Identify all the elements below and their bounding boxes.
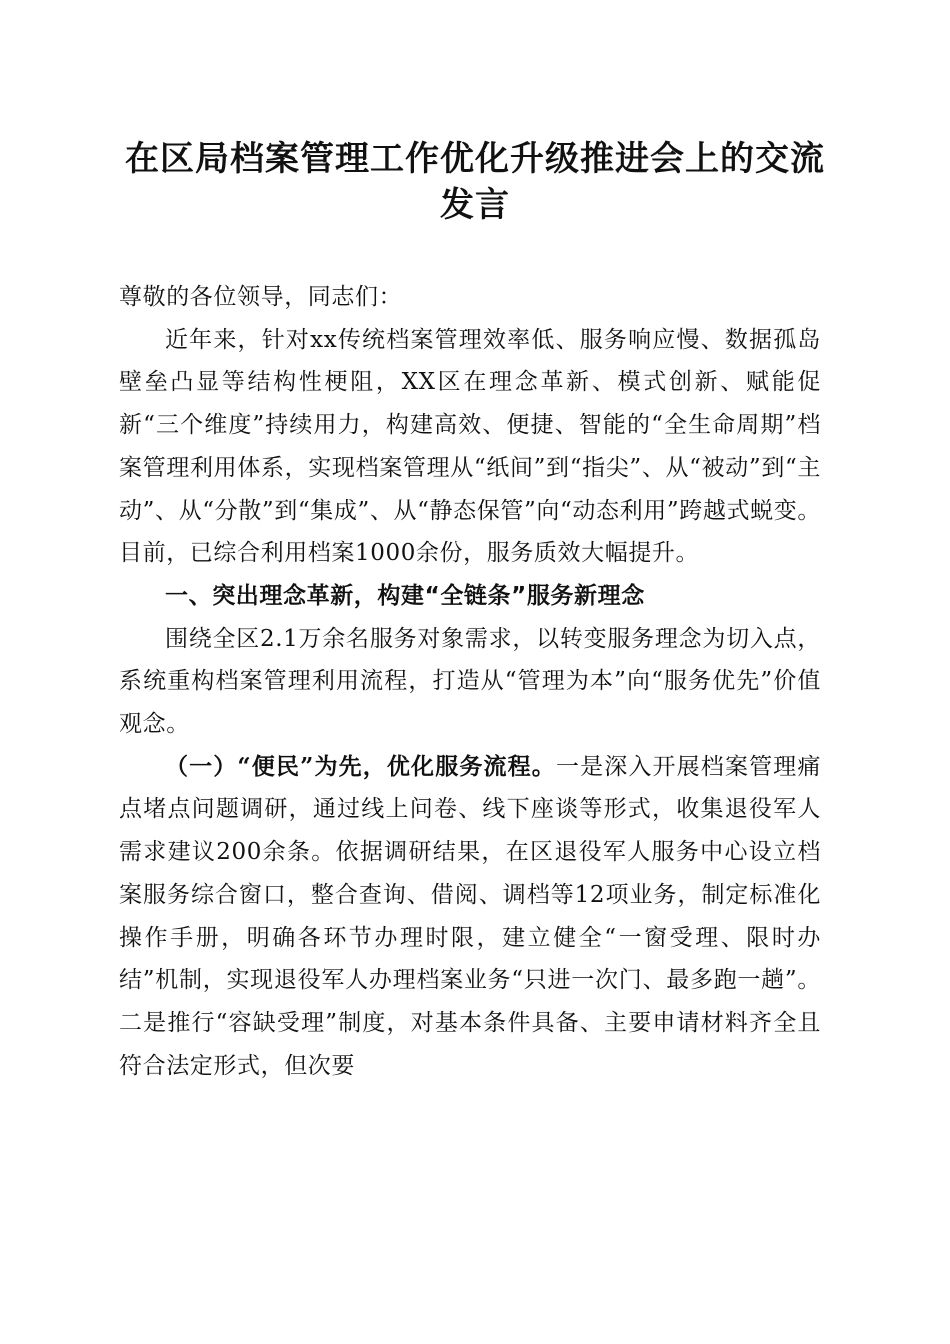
subsection-text-1: 一是深入开展档案管理痛点堵点问题调研，通过线上问卷、线下座谈等形式，收集退役军人需求建议200余条。依据调研结果，在区退役军人服务中心设立档案服务综合窗口，整合查询、借阅、调档等12项业务，制定标准化操作手册，明确各环节办理时限，建立健全“一窗受理、限时办结”机制，实现退役军人办理档案业务“只进一次门、最多跑一趟”。二是推行“容缺受理”制度，对基本条件具备、主要申请材料齐全且符合法定形式，但次要 <box>119 753 821 1079</box>
section-paragraph-1: 围绕全区2.1万余名服务对象需求，以转变服务理念为切入点，系统重构档案管理利用流程，打造从“管理为本”向“服务优先”价值观念。 <box>119 625 821 738</box>
document-body <box>119 276 821 1087</box>
document-title: 在区局档案管理工作优化升级推进会上的交流发言 <box>125 139 825 225</box>
intro-paragraph: 近年来，针对xx传统档案管理效率低、服务响应慢、数据孤岛壁垒凸显等结构性梗阻，XX区在理念革新、模式创新、赋能促新“三个维度”持续用力，构建高效、便捷、智能的“全生命周期”档案管理利用体系，实现档案管理从“纸间”到“指尖”、从“被动”到“主动”、从“分散”到“集成”、从“静态保管”向“动态利用”跨越式蜕变。目前，已综合利用档案1000余份，服务质效大幅提升。 <box>119 326 821 567</box>
subsection-paragraph-1 <box>119 746 821 1088</box>
section-heading-1: 一、突出理念革新，构建“全链条”服务新理念 <box>165 582 645 609</box>
salutation: 尊敬的各位领导，同志们： <box>119 284 403 310</box>
subsection-heading-1: （一）“便民”为先，优化服务流程。 <box>165 752 556 780</box>
